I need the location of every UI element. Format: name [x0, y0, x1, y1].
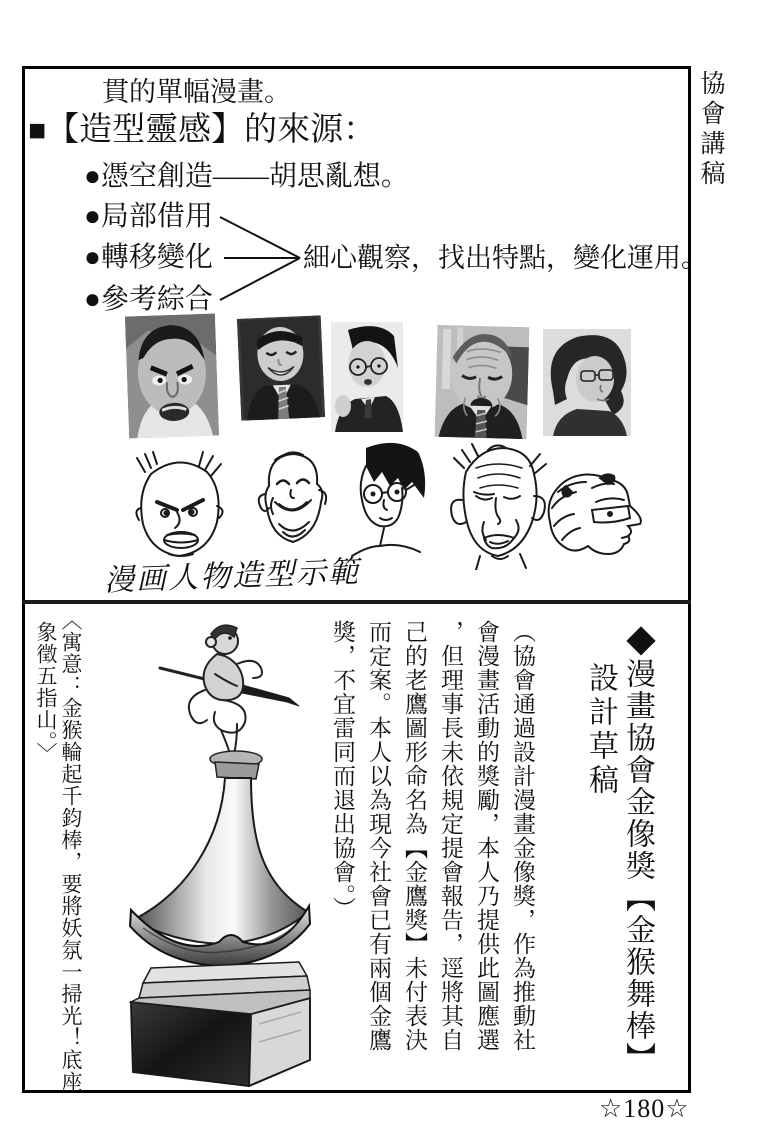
photo-portrait-3: [331, 322, 403, 432]
bullet-item: [84, 283, 213, 317]
paragraph-column: 會漫畫活動的獎勵，本人乃提供此圖應選: [474, 620, 499, 1052]
caricature-sketch-5: [536, 466, 661, 566]
bullet-text: 轉移變化: [100, 242, 213, 273]
caricature-sketch-4: [436, 438, 551, 570]
paragraph-column: 己的老鷹圖形命名為【金鷹獎】未付表決: [402, 620, 427, 1052]
bullet-icon: ●: [84, 161, 101, 192]
photo-portrait-4: [435, 325, 530, 439]
caricature-sketch-3: [340, 438, 430, 560]
bullet-icon: ●: [84, 284, 101, 315]
caricature-sketch-2: [245, 446, 337, 551]
section-heading: [28, 112, 376, 150]
section-heading-text: 【造型靈感】的來源：: [46, 112, 377, 148]
paragraph-column: 而定案。本人以為現今社會已有兩個金鷹: [366, 620, 391, 1052]
paragraph-column: （協會通過設計漫畫金像獎，作為推動社: [510, 620, 535, 1052]
bullet-text: 參考綜合: [100, 284, 213, 315]
caricature-sketch-1: [117, 446, 242, 564]
heading-square-icon: ■: [28, 114, 47, 147]
bullet-icon: ●: [84, 201, 101, 232]
award-subtitle: 設計草稿: [584, 662, 617, 798]
paragraph-column: ，但理事長未依規定提會報告，逕將其自: [438, 620, 463, 1052]
photo-portrait-5: [543, 329, 631, 436]
fork-note: 細心觀察，找出特點，變化運用。: [303, 243, 708, 273]
bullet-icon: ●: [84, 242, 101, 273]
photo-portrait-2: [237, 315, 325, 421]
sketch-caption-handwritten: 漫画人物造型示範: [103, 555, 361, 598]
award-title: ◆漫畫協會金像獎【金猴舞棒】: [621, 626, 654, 1074]
trophy-caption-column: 象徵五指山。〉: [34, 621, 58, 765]
bullet-item: [84, 200, 213, 234]
trophy-illustration: [103, 612, 328, 1087]
fork-lines: [210, 190, 310, 315]
intro-line: 貫的單幅漫畫。: [102, 77, 291, 107]
bullet-item: [84, 160, 409, 194]
bullet-text: 憑空創造——胡思亂想。: [100, 161, 409, 192]
trophy-caption-column: 〈寓意：金猴輪起千鈞棒，要將妖氛一掃光！底座: [59, 609, 83, 1093]
photo-portrait-1: [125, 313, 219, 438]
bullet-item: [84, 241, 213, 275]
section-divider: [22, 600, 691, 604]
page-number: ☆180☆: [599, 1094, 690, 1123]
margin-label: 協會講稿: [697, 70, 724, 190]
bullet-text: 局部借用: [100, 201, 213, 232]
paragraph-column: 獎，不宜雷同而退出協會。）: [330, 620, 355, 921]
